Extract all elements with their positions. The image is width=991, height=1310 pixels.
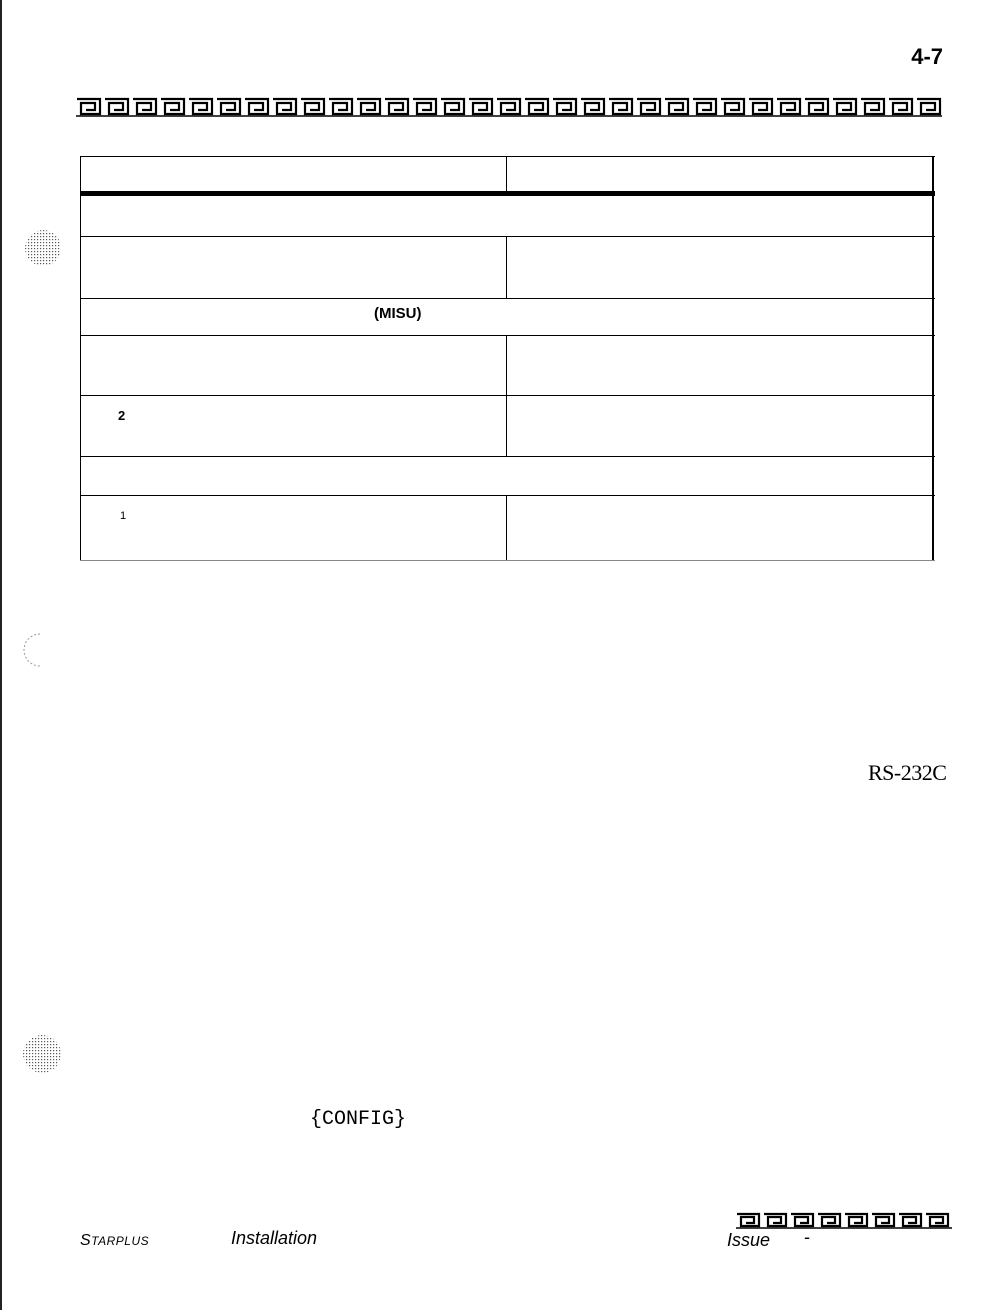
table-row-rule [80,456,935,457]
table-left-border [80,156,81,561]
config-keyword: {CONFIG} [310,1108,407,1131]
misu-label: (MISU) [374,305,422,322]
table-column-divider [506,236,507,298]
decorative-meander-border-bottom [736,1212,952,1229]
page-number: 4-7 [911,44,943,69]
table-row-rule [80,236,935,237]
table-row-rule [80,298,935,299]
row-marker: 2 [118,408,126,423]
table-header-heavy-rule [80,191,935,196]
punched-hole-mark [20,630,60,670]
table-right-border [932,156,934,561]
table-column-divider-header [506,156,507,192]
row-marker: 1 [120,510,127,522]
footer-brand [80,1232,149,1250]
footer-brand-initial: S [80,1232,92,1249]
punched-hole-mark [20,1032,64,1076]
rs232c-label: RS-232C [868,760,947,785]
footer-brand-rest: TARPLUS [91,1234,150,1248]
table-row-rule [80,495,935,496]
footer-manual-title: Installation [231,1228,318,1248]
table-row-rule [80,335,935,336]
table-bottom-rule [80,560,935,561]
table-row-rule [80,395,935,396]
punched-hole-mark [22,227,64,269]
footer-issue-label: Issue [727,1230,771,1250]
table-column-divider [506,495,507,561]
footer-issue-separator: - [804,1227,810,1247]
table-top-rule [80,156,935,157]
data-table [0,0,991,600]
